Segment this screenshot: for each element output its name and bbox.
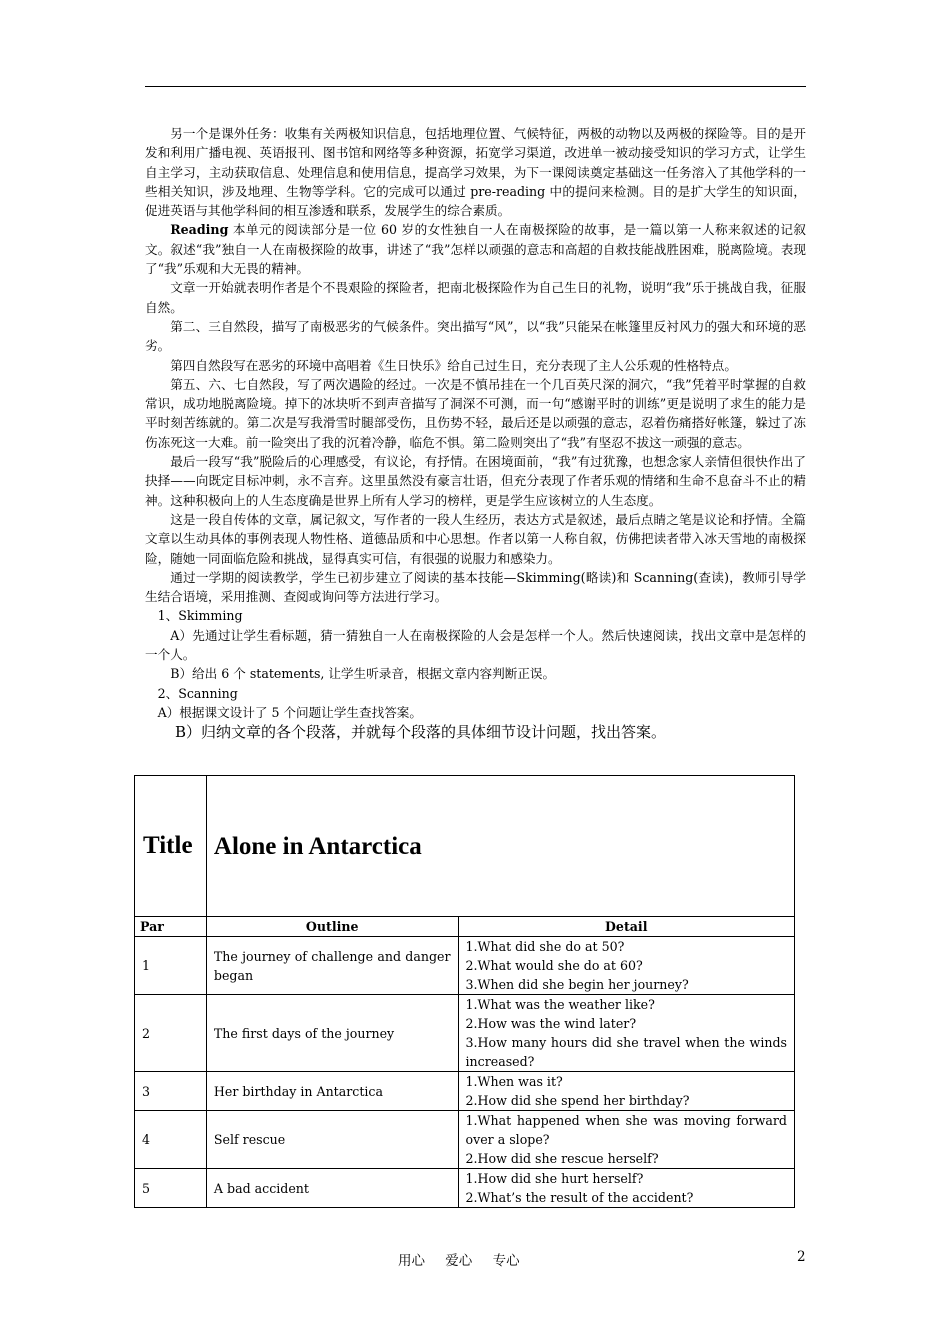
paragraph-text: 第二、三自然段，描写了南极恶劣的气候条件。突出描写“风”，以“我”只能呆在帐篷里反衬风力的强大和环境的恶劣。 <box>145 318 806 354</box>
footer-motto: 用心 爱心 专心 <box>398 1253 520 1269</box>
paragraph <box>145 626 806 665</box>
table-row <box>135 1111 795 1169</box>
title-row <box>135 776 795 917</box>
detail-question: 1.What was the weather like? <box>465 997 655 1012</box>
paragraph <box>145 452 806 510</box>
paragraph <box>145 703 806 722</box>
paragraph-text: 第四自然段写在恶劣的环境中高唱着《生日快乐》给自己过生日，充分表现了主人公乐观的性格特点。 <box>170 357 737 373</box>
paragraph <box>145 124 806 220</box>
detail-question: 1.When was it? <box>465 1074 563 1089</box>
paragraph-text: 通过一学期的阅读教学，学生已初步建立了阅读的基本技能—Skimming(略读)和 Scanning(查读)，教师引导学生结合语境，采用推测、查阅或询问等方法进行学习。 <box>145 569 806 605</box>
detail-question: 1.What did she do at 50? <box>465 939 625 954</box>
paragraph <box>145 722 806 742</box>
reading-outline-table <box>134 775 795 1208</box>
page-number: 2 <box>797 1249 806 1265</box>
paragraph-text: A）根据课文设计了 5 个问题让学生查找答案。 <box>157 704 422 720</box>
paragraph <box>145 510 806 568</box>
paragraph <box>145 375 806 452</box>
header-row <box>135 917 795 937</box>
outline-cell: A bad accident <box>206 1169 458 1208</box>
detail-question: 2.How did she rescue herself? <box>465 1151 659 1166</box>
paragraph-text: 第五、六、七自然段，写了两次遇险的经过。一次是不慎吊挂在一个几百英尺深的洞穴，“我”凭着平时掌握的自救常识，成功地脱离险境。掉下的冰块听不到声音描写了洞深不可测，而一句“感谢平时的训练”更是说明了求生的能力是平时刻苦练就的。第二次是写我滑雪时腿部受伤，且伤势不轻，最后还是以顽强的意志，忍着伤痛搭好帐篷，躲过了冻伤冻死这一大难。前一险突出了我的沉着冷静，临危不惧。第二险则突出了“我”有坚忍不拔这一顽强的意志。 <box>145 376 806 450</box>
detail-question: 2.What’s the result of the accident? <box>465 1190 694 1205</box>
paragraph <box>145 684 806 703</box>
detail-question: 2.How did she spend her birthday? <box>465 1093 690 1108</box>
detail-question: 2.What would she do at 60? <box>465 958 643 973</box>
detail-question: 3.How many hours did she travel when the winds increased? <box>465 1035 787 1069</box>
paragraph <box>145 568 806 607</box>
detail-cell <box>458 1072 794 1111</box>
title-label: Title <box>135 776 207 917</box>
detail-cell <box>458 1111 794 1169</box>
col-header-outline: Outline <box>206 917 458 937</box>
table-row <box>135 1169 795 1208</box>
paragraph <box>145 317 806 356</box>
paragraph-text: B）给出 6 个 statements, 让学生听录音，根据文章内容判断正误。 <box>170 666 556 682</box>
paragraph <box>145 356 806 375</box>
paragraph <box>145 278 806 317</box>
outline-cell: The journey of challenge and danger began <box>206 937 458 995</box>
col-header-detail: Detail <box>458 917 794 937</box>
outline-cell: The first days of the journey <box>206 995 458 1072</box>
paragraph <box>145 220 806 278</box>
detail-cell <box>458 1169 794 1208</box>
paragraph-text: 最后一段写“我”脱险后的心理感受，有议论，有抒情。在困境面前，“我”有过犹豫，也想念家人亲情但很快作出了抉择——向既定目标冲刺，永不言弃。这里虽然没有豪言壮语，但充分表现了作者乐观的情绪和生命不息奋斗不止的精神。这种积极向上的人生态度确是世界上所有人学习的榜样，更是学生应该树立的人生态度。 <box>145 454 806 508</box>
paragraph-bold-lead: Reading <box>170 222 229 238</box>
paragraph-text: A）先通过让学生看标题，猜一猜独自一人在南极探险的人会是怎样一个人。然后快速阅读，找出文章中是怎样的一个人。 <box>145 627 806 663</box>
table-row <box>135 995 795 1072</box>
par-number: 2 <box>135 995 207 1072</box>
detail-cell <box>458 995 794 1072</box>
body-text <box>145 124 806 742</box>
detail-question: 1.What happened when she was moving forward over a slope? <box>465 1113 787 1147</box>
paragraph <box>145 606 806 625</box>
paragraph-text: 文章一开始就表明作者是个不畏艰险的探险者，把南北极探险作为自己生日的礼物，说明“我”乐于挑战自我，征服自然。 <box>145 280 806 315</box>
detail-cell <box>458 937 794 995</box>
col-header-par: Par <box>135 917 207 937</box>
detail-question: 3.When did she begin her journey? <box>465 977 689 992</box>
par-number: 4 <box>135 1111 207 1169</box>
paragraph <box>145 664 806 683</box>
paragraph-text: B）归纳文章的各个段落，并就每个段落的具体细节设计问题，找出答案。 <box>175 723 667 742</box>
par-number: 5 <box>135 1169 207 1208</box>
par-number: 3 <box>135 1072 207 1111</box>
paragraph-text: 本单元的阅读部分是一位 60 岁的女性独自一人在南极探险的故事，是一篇以第一人称来叙述的记叙文。叙述“我”独自一人在南极探险的故事，讲述了“我”怎样以顽强的意志和高超的自救技能战胜困难，脱离险境。表现了“我”乐观和大无畏的精神。 <box>145 222 806 277</box>
detail-question: 2.How was the wind later? <box>465 1016 637 1031</box>
table-row <box>135 1072 795 1111</box>
paragraph-text: 1、Skimming <box>157 608 243 624</box>
outline-cell: Her birthday in Antarctica <box>206 1072 458 1111</box>
par-number: 1 <box>135 937 207 995</box>
paragraph-text: 另一个是课外任务：收集有关两极知识信息，包括地理位置、气候特征，两极的动物以及两极的探险等。目的是开发和利用广播电视、英语报刊、图书馆和网络等多种资源，拓宽学习渠道，改进单一被动接受知识的学习方式，让学生自主学习，主动获取信息、处理信息和使用信息，提高学习效果，为下一课阅读奠定基础这一任务溶入了其他学科的一些相关知识，涉及地理、生物等学科。它的完成可以通过 pre-reading 中的提问来检测。目的是扩大学生的知识面，促进英语与其他学科间的相互渗透和联系，发展学生的综合素质。 <box>145 126 806 219</box>
detail-question: 1.How did she hurt herself? <box>465 1171 644 1186</box>
paragraph-text: 这是一段自传体的文章，属记叙文，写作者的一段人生经历，表达方式是叙述，最后点睛之笔是议论和抒情。全篇文章以生动具体的事例表现人物性格、道德品质和中心思想。作者以第一人称自叙，仿佛把读者带入冰天雪地的南极探险，随她一同面临危险和挑战，显得真实可信，有很强的说服力和感染力。 <box>145 511 806 566</box>
title-value: Alone in Antarctica <box>206 776 794 917</box>
outline-cell: Self rescue <box>206 1111 458 1169</box>
header-rule <box>145 86 806 87</box>
table-row <box>135 937 795 995</box>
paragraph-text: 2、Scanning <box>157 685 238 701</box>
